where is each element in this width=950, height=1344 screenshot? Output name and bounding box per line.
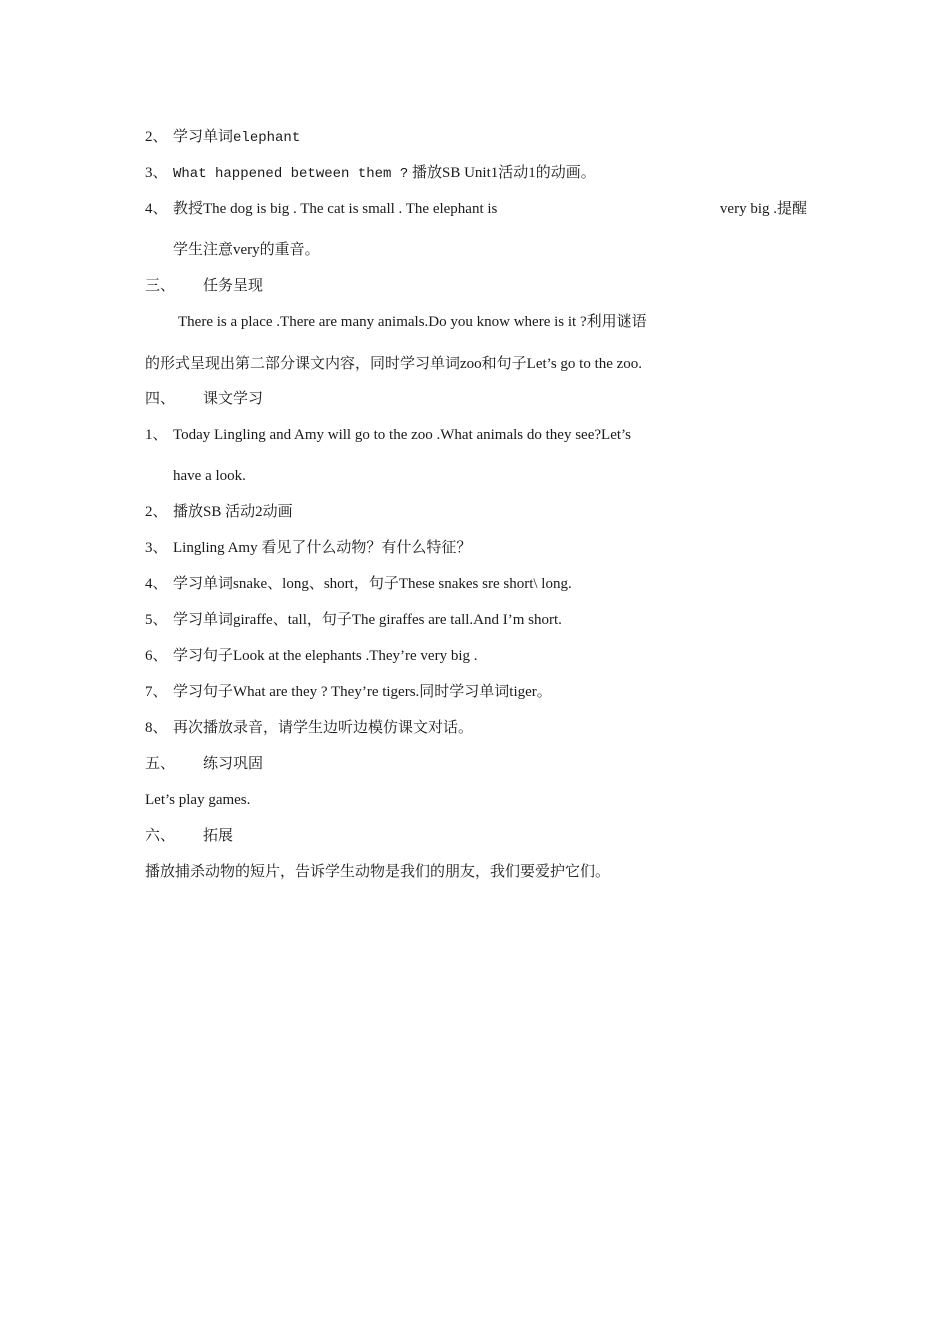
item-text: Today Lingling and Amy will go to the zoo .What animals do they see?Let’s bbox=[173, 427, 632, 443]
item-text: What happened between them ? bbox=[173, 166, 409, 182]
list-item bbox=[145, 163, 596, 183]
item-number: 8、 bbox=[145, 720, 168, 736]
section-title: 拓展 bbox=[203, 828, 234, 844]
item-number: 4、 bbox=[145, 201, 168, 217]
item-number: 2、 bbox=[145, 129, 168, 145]
item-text: 播放SB 活动2动画 bbox=[173, 504, 293, 520]
paragraph-line: There is a place .There are many animals.Do you know where is it ?利用谜语 bbox=[178, 314, 647, 330]
item-text: Lingling Amy 看见了什么动物？有什么特征？ bbox=[173, 540, 472, 556]
item-text: 学习句子Look at the elephants .They’re very big . bbox=[173, 648, 478, 664]
item-number: 5、 bbox=[145, 612, 168, 628]
item-number: 2、 bbox=[145, 504, 168, 520]
list-item bbox=[145, 574, 572, 594]
paragraph-line: 播放捕杀动物的短片，告诉学生动物是我们的朋友，我们要爱护它们。 bbox=[145, 864, 611, 880]
item-text: 教授The dog is big . The cat is small . The elephant is bbox=[173, 201, 498, 217]
section-title: 任务呈现 bbox=[203, 278, 264, 294]
item-number: 3、 bbox=[145, 540, 168, 556]
list-item bbox=[145, 646, 478, 666]
list-item bbox=[145, 682, 552, 702]
paragraph-line: Let’s play games. bbox=[145, 792, 251, 808]
list-item bbox=[145, 502, 293, 522]
section-heading bbox=[145, 276, 263, 296]
list-item bbox=[145, 538, 471, 558]
list-item bbox=[145, 199, 807, 219]
item-continuation: 学生注意very的重音。 bbox=[173, 242, 320, 258]
section-number: 六、 bbox=[145, 828, 176, 844]
item-text: very big .提醒 bbox=[719, 201, 807, 217]
item-number: 6、 bbox=[145, 648, 168, 664]
item-text: 学习单词snake、long、short，句子These snakes sre short\ long. bbox=[173, 576, 572, 592]
section-number: 五、 bbox=[145, 756, 176, 772]
section-title: 练习巩固 bbox=[203, 756, 264, 772]
list-item bbox=[145, 718, 473, 738]
section-heading bbox=[145, 826, 233, 846]
item-text: 播放SB Unit1活动1的动画。 bbox=[412, 165, 596, 181]
item-text: elephant bbox=[233, 130, 301, 146]
list-item bbox=[145, 127, 300, 147]
list-item bbox=[145, 425, 631, 445]
section-number: 四、 bbox=[145, 391, 176, 407]
item-number: 1、 bbox=[145, 427, 168, 443]
section-heading bbox=[145, 754, 263, 774]
item-text: 学习句子What are they ? They’re tigers.同时学习单词tiger。 bbox=[173, 684, 552, 700]
section-heading bbox=[145, 389, 263, 409]
item-number: 7、 bbox=[145, 684, 168, 700]
section-title: 课文学习 bbox=[203, 391, 264, 407]
item-number: 4、 bbox=[145, 576, 168, 592]
item-text: 学习单词giraffe、tall，句子The giraffes are tall.And I’m short. bbox=[173, 612, 562, 628]
item-text: 再次播放录音，请学生边听边模仿课文对话。 bbox=[173, 720, 474, 736]
paragraph-line: 的形式呈现出第二部分课文内容，同时学习单词zoo和句子Let’s go to the zoo. bbox=[145, 356, 643, 372]
item-text: 学习单词 bbox=[173, 129, 234, 145]
item-number: 3、 bbox=[145, 165, 168, 181]
section-number: 三、 bbox=[145, 278, 176, 294]
list-item bbox=[145, 610, 562, 630]
item-continuation: have a look. bbox=[173, 468, 246, 484]
